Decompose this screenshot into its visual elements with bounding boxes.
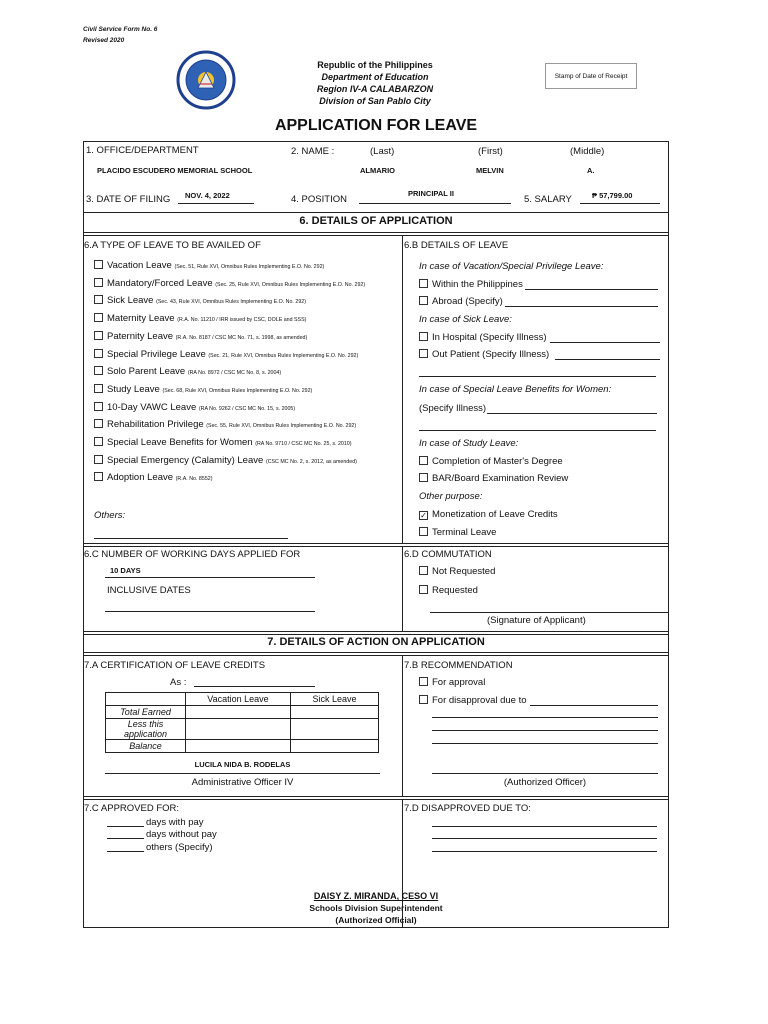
checkbox-icon[interactable]	[419, 332, 428, 341]
checkbox-icon[interactable]	[94, 278, 103, 287]
bar-review-option[interactable]: BAR/Board Examination Review	[419, 473, 568, 484]
region-label: Region IV-A CALABARZON	[316, 84, 434, 94]
middle-name-value[interactable]: A.	[587, 166, 595, 175]
leave-type-name: Solo Parent Leave	[107, 366, 186, 378]
study-case-heading: In case of Study Leave:	[419, 438, 519, 449]
leave-type-name: Vacation Leave	[107, 260, 172, 271]
leave-type-option[interactable]	[94, 278, 365, 289]
leave-type-option[interactable]	[94, 437, 352, 448]
checkbox-icon[interactable]	[94, 437, 103, 446]
checkbox-icon[interactable]	[94, 349, 103, 358]
checkbox-icon[interactable]	[419, 566, 428, 575]
certifying-officer-title: Administrative Officer IV	[191, 777, 294, 788]
checkbox-icon[interactable]	[94, 384, 103, 393]
leave-type-option[interactable]	[94, 349, 358, 360]
out-patient-option[interactable]: Out Patient (Specify Illness)	[419, 349, 549, 360]
salary-value[interactable]: ₱ 57,799.00	[592, 191, 633, 200]
checkbox-icon[interactable]	[94, 455, 103, 464]
checkbox-icon[interactable]	[94, 472, 103, 481]
leave-type-option[interactable]	[94, 313, 306, 324]
leave-type-name: Maternity Leave	[107, 313, 175, 325]
leave-type-reference: (CSC MC No. 2, s. 2012, as amended)	[265, 458, 357, 465]
leave-type-reference: (RA No. 9710 / CSC MC No. 25, s. 2010)	[255, 441, 352, 447]
section-7c-title: 7.C APPROVED FOR:	[84, 803, 180, 814]
receipt-stamp-box: Stamp of Date of Receipt	[545, 63, 637, 89]
checked-checkbox-icon[interactable]: ✓	[420, 511, 427, 520]
checkbox-icon[interactable]	[94, 419, 103, 428]
sick-case-heading: In case of Sick Leave:	[419, 314, 512, 325]
leave-type-name: Rehabilitation Privilege	[107, 419, 204, 431]
superintendent-name: DAISY Z. MIRANDA, CESO VI	[313, 891, 439, 901]
section-6a-title: 6.A TYPE OF LEAVE TO BE AVAILED OF	[84, 240, 261, 251]
leave-type-name: Mandatory/Forced Leave	[107, 277, 213, 289]
leave-type-name: 10-Day VAWC Leave	[107, 401, 197, 413]
section-7d-title: 7.D DISAPPROVED DUE TO:	[404, 803, 531, 814]
leave-type-reference: (Sec. 51, Rule XVI, Omnibus Rules Implementing E.O. No. 292)	[174, 264, 325, 270]
date-filing-label: 3. DATE OF FILING	[86, 194, 171, 205]
checkbox-icon[interactable]	[94, 295, 103, 304]
first-name-label: (First)	[478, 146, 503, 157]
checkbox-icon[interactable]	[419, 349, 428, 358]
leave-type-name: Special Leave Benefits for Women	[107, 437, 253, 448]
as-of-label: As :	[170, 677, 187, 688]
leave-type-name: Special Emergency (Calamity) Leave	[107, 454, 264, 466]
specify-illness-label: (Specify Illness)	[419, 403, 487, 414]
leave-credits-table	[105, 692, 379, 753]
division-label: Division of San Pablo City	[319, 96, 431, 106]
section-6b-title: 6.B DETAILS OF LEAVE	[404, 240, 509, 251]
leave-type-reference: (RA No. 8972 / CSC MC No. 8, s. 2004)	[187, 370, 282, 377]
in-hospital-option[interactable]: In Hospital (Specify Illness)	[419, 332, 547, 343]
leave-type-option[interactable]	[94, 472, 212, 483]
for-approval-option[interactable]: For approval	[419, 677, 485, 688]
section-7-title: 7. DETAILS OF ACTION ON APPLICATION	[267, 636, 485, 648]
others-specify-label: others (Specify)	[146, 842, 213, 853]
checkbox-icon[interactable]	[419, 473, 428, 482]
leave-type-name: Adoption Leave	[107, 472, 174, 484]
masters-degree-option[interactable]: Completion of Master's Degree	[419, 456, 563, 467]
leave-type-reference: (Sec. 55, Rule XVI, Omnibus Rules Implementing E.O. No. 292)	[206, 423, 357, 430]
checkbox-icon[interactable]	[419, 585, 428, 594]
section-6c-title: 6.C NUMBER OF WORKING DAYS APPLIED FOR	[84, 549, 301, 560]
leave-type-reference: (Sec. 68, Rule XVI, Omnibus Rules Implementing E.O. No. 292)	[162, 387, 313, 394]
form-number: Civil Service Form No. 6	[83, 26, 158, 33]
requested-option[interactable]: Requested	[419, 585, 478, 596]
row-less-application: Less this application	[106, 719, 186, 740]
women-case-heading: In case of Special Leave Benefits for Women:	[419, 384, 612, 395]
section-7b-title: 7.B RECOMMENDATION	[404, 660, 513, 671]
leave-type-reference: (Sec. 25, Rule XVI, Omnibus Rules Implementing E.O. No. 292)	[215, 281, 366, 288]
checkbox-icon[interactable]	[419, 677, 428, 686]
monetization-option[interactable]: ✓ Monetization of Leave Credits	[420, 509, 558, 520]
leave-type-reference: (R.A. No. 8187 / CSC MC No. 71, s. 1998, as amended)	[175, 334, 308, 341]
leave-type-name: Sick Leave	[107, 295, 154, 307]
leave-type-option[interactable]	[94, 260, 324, 271]
section-6d-title: 6.D COMMUTATION	[404, 549, 492, 560]
within-philippines-option[interactable]: Within the Philippines	[419, 279, 523, 290]
checkbox-icon[interactable]	[94, 313, 103, 322]
middle-name-label: (Middle)	[570, 146, 605, 157]
vacation-case-heading: In case of Vacation/Special Privilege Leave:	[419, 261, 604, 272]
leave-type-option[interactable]	[94, 455, 357, 466]
first-name-value[interactable]: MELVIN	[476, 166, 504, 175]
not-requested-option[interactable]: Not Requested	[419, 566, 495, 577]
form-revision: Revised 2020	[83, 37, 125, 44]
other-purpose-heading: Other purpose:	[419, 491, 483, 502]
checkbox-icon[interactable]	[94, 366, 103, 375]
leave-type-name: Special Privilege Leave	[107, 348, 206, 360]
office-label: 1. OFFICE/DEPARTMENT	[86, 145, 199, 156]
superintendent-title: Schools Division Superintendent	[309, 903, 443, 913]
leave-type-reference: (Sec. 21, Rule XVI, Omnibus Rules Implementing E.O. No. 292)	[208, 352, 359, 359]
checkbox-icon[interactable]	[94, 260, 103, 269]
office-value[interactable]: PLACIDO ESCUDERO MEMORIAL SCHOOL	[97, 166, 253, 175]
leave-type-option[interactable]	[94, 366, 281, 377]
row-total-earned: Total Earned	[106, 706, 186, 719]
leave-type-option[interactable]	[94, 384, 312, 395]
deped-seal-icon	[162, 50, 250, 110]
for-disapproval-option[interactable]: For disapproval due to	[419, 695, 527, 706]
checkbox-icon[interactable]	[419, 296, 428, 305]
name-label: 2. NAME :	[291, 146, 335, 157]
leave-type-option[interactable]	[94, 402, 295, 413]
row-balance: Balance	[106, 740, 186, 753]
position-value[interactable]: PRINCIPAL II	[408, 189, 454, 198]
terminal-leave-option[interactable]: Terminal Leave	[419, 527, 496, 538]
leave-type-option[interactable]	[94, 331, 307, 342]
checkbox-icon[interactable]	[419, 527, 428, 536]
checkbox-icon[interactable]	[94, 331, 103, 340]
abroad-option[interactable]: Abroad (Specify)	[419, 296, 503, 307]
col-sick-leave: Sick Leave	[291, 693, 379, 706]
col-vacation-leave: Vacation Leave	[186, 693, 291, 706]
leave-type-reference: (RA No. 9262 / CSC MC No. 15, s. 2005)	[198, 405, 296, 412]
leave-type-name: Study Leave	[107, 383, 160, 395]
salary-label: 5. SALARY	[524, 194, 572, 205]
leave-type-option[interactable]	[94, 419, 356, 430]
section-6-title: 6. DETAILS OF APPLICATION	[299, 215, 453, 227]
checkbox-icon[interactable]	[419, 695, 428, 704]
authorized-official-label: (Authorized Official)	[335, 915, 417, 925]
department-label: Department of Education	[321, 72, 429, 82]
leave-type-reference: (R.A. No. 8552)	[175, 476, 213, 483]
leave-type-name: Paternity Leave	[107, 330, 174, 342]
position-label: 4. POSITION	[291, 194, 347, 205]
last-name-label: (Last)	[370, 146, 395, 157]
leave-type-reference: (Sec. 43, Rule XVI, Omnibus Rules Implementing E.O. No. 292)	[156, 299, 306, 306]
authorized-officer-label: (Authorized Officer)	[503, 777, 587, 788]
working-days-value[interactable]: 10 DAYS	[110, 566, 141, 575]
checkbox-icon[interactable]	[419, 279, 428, 288]
republic-label: Republic of the Philippines	[317, 60, 433, 70]
checkbox-icon[interactable]	[94, 402, 103, 411]
date-filing-value[interactable]: NOV. 4, 2022	[185, 191, 230, 200]
form-title: APPLICATION FOR LEAVE	[274, 117, 478, 134]
leave-type-option[interactable]	[94, 295, 306, 306]
last-name-value[interactable]: ALMARIO	[360, 166, 395, 175]
leave-type-reference: (R.A. No. 11210 / IRR issued by CSC, DOLE and SSS)	[177, 317, 307, 324]
others-label: Others:	[94, 510, 126, 521]
days-without-pay-label: days without pay	[146, 829, 217, 840]
section-7a-title: 7.A CERTIFICATION OF LEAVE CREDITS	[84, 660, 266, 671]
inclusive-dates-label: INCLUSIVE DATES	[107, 585, 191, 596]
checkbox-icon[interactable]	[419, 456, 428, 465]
applicant-signature-label: (Signature of Applicant)	[487, 615, 586, 626]
days-with-pay-label: days with pay	[146, 817, 204, 828]
certifying-officer-name: LUCILA NIDA B. RODELAS	[194, 760, 291, 769]
